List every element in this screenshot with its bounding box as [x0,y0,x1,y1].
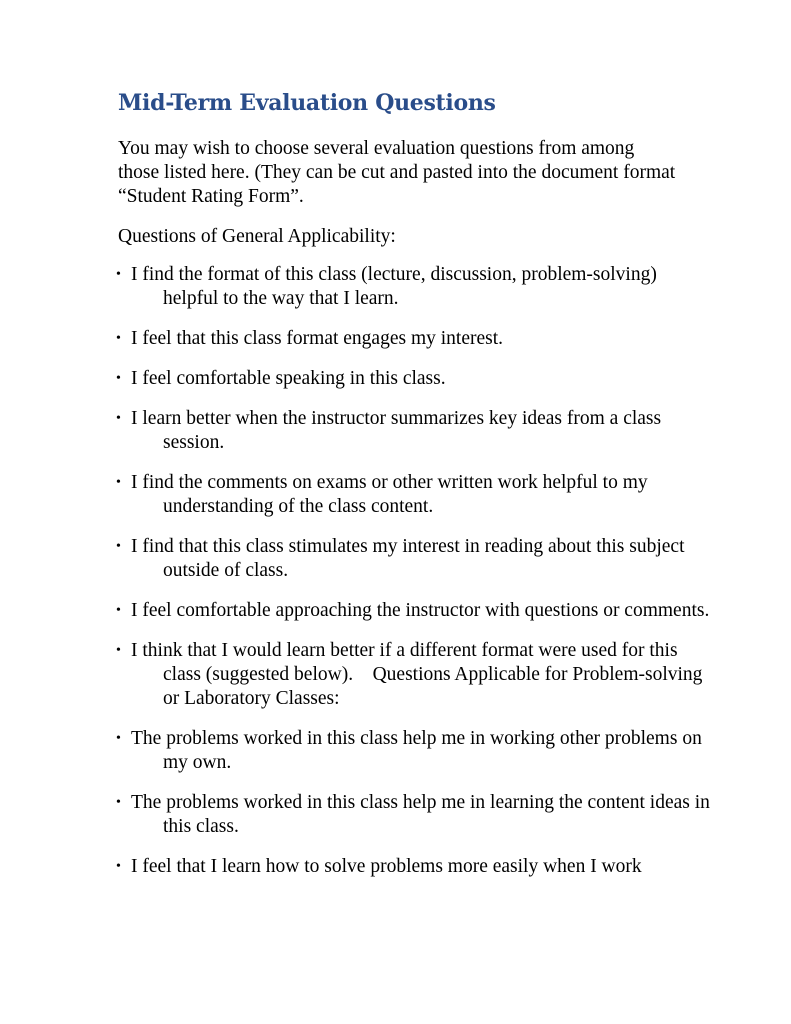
question-text: I feel that I learn how to solve problems more easily when I work [131,856,642,877]
page-title: Mid-Term Evaluation Questions [118,90,496,116]
bullet-icon: • [116,795,121,810]
question-text: I find that this class stimulates my interest in reading about this subject outside of class. [131,536,685,581]
list-item [116,407,716,455]
intro-paragraph: You may wish to choose several evaluation questions from among those listed here. (They can be cut and pasted into the document format “Student Rating Form”. [118,138,676,207]
list-item [116,327,716,351]
bullet-icon: • [116,371,121,386]
bullet-icon: • [116,331,121,346]
question-text: The problems worked in this class help me in learning the content ideas in this class. [131,792,710,837]
question-text: I feel comfortable approaching the instructor with questions or comments. [131,600,710,621]
section-label: Questions of General Applicability: [118,226,396,247]
question-text: The problems worked in this class help me in working other problems on my own. [131,728,702,773]
question-text: I feel that this class format engages my interest. [131,328,504,349]
question-text: I learn better when the instructor summarizes key ideas from a class session. [131,408,662,453]
list-item [116,263,716,311]
bullet-icon: • [116,603,121,618]
question-text: I think that I would learn better if a different format were used for this class (suggested below). Questions Applicable for Problem-solving or Laboratory Classes: [131,640,708,709]
question-text: I find the format of this class (lecture, discussion, problem-solving) helpful to the way that I learn. [131,264,657,309]
list-item [116,599,716,623]
bullet-icon: • [116,411,121,426]
list-item [116,367,716,391]
list-item [116,535,716,583]
list-item [116,471,716,519]
list-item [116,727,716,775]
bullet-icon: • [116,267,121,282]
question-list [116,263,716,895]
list-item [116,639,716,711]
bullet-icon: • [116,539,121,554]
bullet-icon: • [116,731,121,746]
list-item [116,855,716,879]
bullet-icon: • [116,475,121,490]
question-text: I find the comments on exams or other written work helpful to my understanding of the class content. [131,472,648,517]
question-text: I feel comfortable speaking in this class. [131,368,446,389]
bullet-icon: • [116,643,121,658]
list-item [116,791,716,839]
bullet-icon: • [116,859,121,874]
